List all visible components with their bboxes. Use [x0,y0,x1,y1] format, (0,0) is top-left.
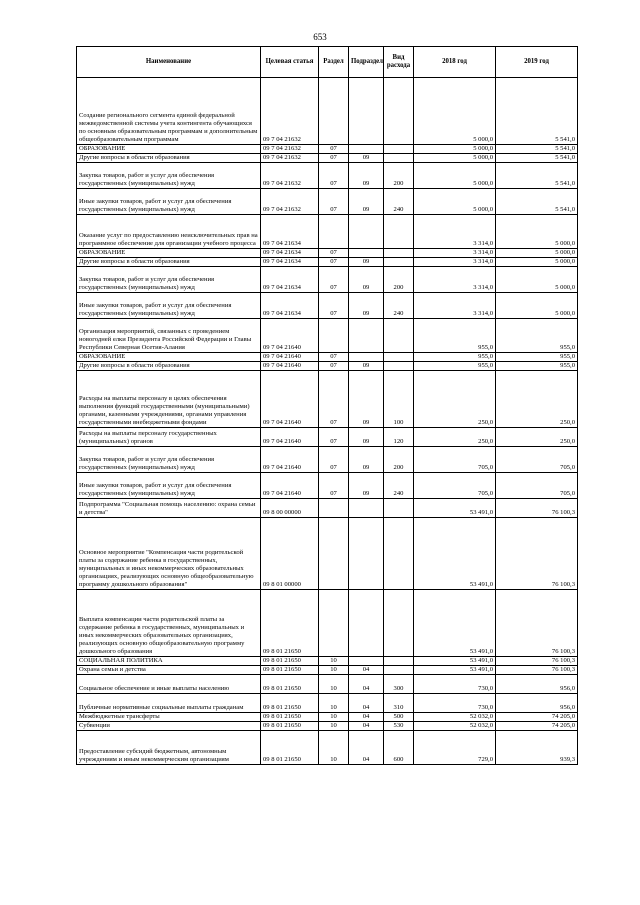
cell-2019: 5 000,0 [496,249,578,258]
cell-2018: 5 000,0 [414,78,496,145]
table-row [77,319,578,353]
cell-name: Подпрограмма "Социальная помощь населению: охрана семьи и детства" [77,499,261,518]
header-target-article: Целевая статья [261,47,319,78]
cell-target-article: 09 7 04 21632 [261,163,319,189]
cell-2018: 53 491,0 [414,499,496,518]
cell-section: 10 [319,731,349,765]
cell-expense-type [384,499,414,518]
cell-section: 07 [319,428,349,447]
table-row [77,267,578,293]
cell-target-article: 09 8 01 21650 [261,666,319,675]
cell-target-article: 09 7 04 21640 [261,362,319,371]
cell-2018: 955,0 [414,353,496,362]
cell-section: 07 [319,249,349,258]
cell-section: 10 [319,666,349,675]
header-name: Наименование [77,47,261,78]
cell-name: Иные закупки товаров, работ и услуг для обеспечения государственных (муниципальных) нужд [77,293,261,319]
cell-target-article: 09 7 04 21640 [261,353,319,362]
table-row [77,694,578,713]
cell-target-article: 09 7 04 21640 [261,447,319,473]
cell-section [319,319,349,353]
cell-subsection: 09 [349,163,384,189]
cell-target-article: 09 7 04 21632 [261,189,319,215]
cell-name: Другие вопросы в области образования [77,154,261,163]
cell-name: Закупка товаров, работ и услуг для обеспечения государственных (муниципальных) нужд [77,447,261,473]
cell-2019: 955,0 [496,319,578,353]
cell-target-article: 09 8 01 21650 [261,731,319,765]
page-number: 653 [313,32,327,42]
cell-2019: 250,0 [496,371,578,428]
cell-expense-type: 240 [384,293,414,319]
cell-subsection: 09 [349,473,384,499]
cell-2018: 53 491,0 [414,657,496,666]
cell-subsection [349,319,384,353]
cell-2019: 956,0 [496,675,578,694]
cell-section [319,499,349,518]
cell-target-article: 09 7 04 21640 [261,371,319,428]
cell-subsection: 04 [349,675,384,694]
cell-subsection: 04 [349,722,384,731]
cell-expense-type: 200 [384,267,414,293]
cell-target-article: 09 7 04 21634 [261,249,319,258]
cell-subsection: 09 [349,154,384,163]
cell-expense-type [384,362,414,371]
cell-2018: 955,0 [414,362,496,371]
cell-subsection: 09 [349,293,384,319]
table-row [77,293,578,319]
cell-target-article: 09 7 04 21632 [261,78,319,145]
cell-subsection [349,249,384,258]
cell-2019: 74 205,0 [496,713,578,722]
cell-name: Другие вопросы в области образования [77,362,261,371]
cell-expense-type [384,319,414,353]
cell-expense-type: 120 [384,428,414,447]
cell-2018: 53 491,0 [414,666,496,675]
cell-target-article: 09 8 01 21650 [261,694,319,713]
cell-section: 07 [319,258,349,267]
cell-section [319,518,349,590]
cell-section: 07 [319,473,349,499]
cell-subsection [349,518,384,590]
cell-section: 10 [319,675,349,694]
cell-target-article: 09 7 04 21634 [261,215,319,249]
cell-subsection: 09 [349,362,384,371]
cell-2019: 5 541,0 [496,154,578,163]
cell-expense-type [384,215,414,249]
cell-expense-type [384,145,414,154]
table-row [77,215,578,249]
cell-subsection [349,499,384,518]
cell-2018: 3 314,0 [414,249,496,258]
cell-subsection [349,657,384,666]
cell-subsection: 09 [349,189,384,215]
cell-name: Закупка товаров, работ и услуг для обеспечения государственных (муниципальных) нужд [77,163,261,189]
cell-2018: 52 032,0 [414,713,496,722]
cell-subsection: 09 [349,267,384,293]
cell-2018: 250,0 [414,371,496,428]
cell-section: 07 [319,371,349,428]
budget-table [76,46,578,765]
table-body [77,78,578,765]
cell-section: 07 [319,362,349,371]
table-row [77,722,578,731]
cell-name: Охрана семьи и детства [77,666,261,675]
cell-section: 07 [319,447,349,473]
cell-target-article: 09 7 04 21640 [261,473,319,499]
cell-target-article: 09 8 01 21650 [261,590,319,657]
cell-2019: 76 100,3 [496,666,578,675]
cell-subsection [349,353,384,362]
cell-expense-type [384,78,414,145]
cell-2019: 705,0 [496,447,578,473]
table-row [77,499,578,518]
cell-name: Другие вопросы в области образования [77,258,261,267]
cell-2018: 705,0 [414,447,496,473]
table-row [77,713,578,722]
cell-2019: 5 000,0 [496,267,578,293]
cell-expense-type: 530 [384,722,414,731]
cell-expense-type [384,249,414,258]
cell-subsection: 04 [349,713,384,722]
table-row [77,675,578,694]
table-row [77,154,578,163]
cell-target-article: 09 7 04 21634 [261,293,319,319]
table-row [77,447,578,473]
cell-expense-type [384,590,414,657]
cell-section: 10 [319,713,349,722]
cell-2019: 5 541,0 [496,145,578,154]
cell-expense-type: 240 [384,189,414,215]
cell-section: 07 [319,353,349,362]
cell-2019: 5 000,0 [496,215,578,249]
cell-subsection [349,78,384,145]
cell-name: Субвенции [77,722,261,731]
cell-2019: 76 100,3 [496,590,578,657]
cell-subsection [349,215,384,249]
cell-section: 07 [319,267,349,293]
cell-2018: 730,0 [414,694,496,713]
cell-2018: 52 032,0 [414,722,496,731]
cell-section: 07 [319,163,349,189]
cell-name: Предоставление субсидий бюджетным, автономным учреждениям и иным некоммерческим организациям [77,731,261,765]
cell-expense-type: 500 [384,713,414,722]
cell-target-article: 09 8 01 21650 [261,713,319,722]
cell-2019: 5 541,0 [496,189,578,215]
cell-name: ОБРАЗОВАНИЕ [77,353,261,362]
cell-2018: 955,0 [414,319,496,353]
cell-subsection [349,145,384,154]
cell-2019: 955,0 [496,353,578,362]
cell-section: 10 [319,722,349,731]
header-2019: 2019 год [496,47,578,78]
cell-expense-type: 600 [384,731,414,765]
cell-target-article: 09 8 01 21650 [261,657,319,666]
cell-name: Межбюджетные трансферты [77,713,261,722]
cell-section [319,78,349,145]
cell-2019: 5 541,0 [496,78,578,145]
cell-expense-type [384,353,414,362]
cell-2019: 74 205,0 [496,722,578,731]
cell-expense-type: 100 [384,371,414,428]
cell-target-article: 09 7 04 21632 [261,154,319,163]
cell-2018: 5 000,0 [414,163,496,189]
header-subsection: Подраздел [349,47,384,78]
cell-expense-type: 200 [384,447,414,473]
cell-2019: 956,0 [496,694,578,713]
cell-2018: 5 000,0 [414,154,496,163]
cell-name: Основное мероприятие "Компенсация части родительской платы за содержание ребенка в государственных, муниципальных и иных некоммерческих образовательных организациях, реализующих основную общеобразовательную программу дошкольного образования" [77,518,261,590]
cell-2018: 730,0 [414,675,496,694]
cell-subsection: 04 [349,666,384,675]
table-row [77,518,578,590]
cell-expense-type: 200 [384,163,414,189]
cell-section: 10 [319,657,349,666]
cell-2018: 3 314,0 [414,267,496,293]
cell-2019: 76 100,3 [496,657,578,666]
cell-2019: 5 000,0 [496,293,578,319]
cell-name: Расходы на выплаты персоналу государственных (муниципальных) органов [77,428,261,447]
cell-expense-type [384,258,414,267]
cell-name: СОЦИАЛЬНАЯ ПОЛИТИКА [77,657,261,666]
cell-2018: 3 314,0 [414,215,496,249]
cell-2018: 3 314,0 [414,258,496,267]
table-row [77,258,578,267]
cell-section: 07 [319,189,349,215]
cell-expense-type [384,657,414,666]
cell-2018: 5 000,0 [414,145,496,154]
table-row [77,731,578,765]
cell-2019: 5 000,0 [496,258,578,267]
table-row [77,590,578,657]
cell-2018: 729,0 [414,731,496,765]
table-row [77,249,578,258]
cell-2018: 5 000,0 [414,189,496,215]
cell-expense-type [384,518,414,590]
table-row [77,353,578,362]
cell-subsection: 04 [349,694,384,713]
table-row [77,473,578,499]
cell-target-article: 09 8 01 00000 [261,518,319,590]
cell-name: Социальное обеспечение и иные выплаты населению [77,675,261,694]
cell-name: Иные закупки товаров, работ и услуг для обеспечения государственных (муниципальных) нужд [77,473,261,499]
cell-2019: 250,0 [496,428,578,447]
cell-2018: 53 491,0 [414,590,496,657]
cell-target-article: 09 7 04 21632 [261,145,319,154]
table-row [77,371,578,428]
cell-2019: 955,0 [496,362,578,371]
cell-target-article: 09 7 04 21640 [261,319,319,353]
cell-expense-type [384,666,414,675]
cell-2019: 5 541,0 [496,163,578,189]
cell-target-article: 09 7 04 21634 [261,267,319,293]
cell-subsection [349,590,384,657]
table-header-row [77,47,578,78]
cell-name: Создание регионального сегмента единой федеральной межведомственной системы учета контингента обучающихся по основным образовательным программам и дополнительным общеобразовательным программам [77,78,261,145]
cell-section: 07 [319,145,349,154]
cell-subsection: 09 [349,447,384,473]
table-row [77,657,578,666]
cell-target-article: 09 7 04 21640 [261,428,319,447]
table-row [77,666,578,675]
header-expense-type: Вид расхода [384,47,414,78]
cell-target-article: 09 8 01 21650 [261,722,319,731]
cell-name: Публичные нормативные социальные выплаты гражданам [77,694,261,713]
cell-name: Закупка товаров, работ и услуг для обеспечения государственных (муниципальных) нужд [77,267,261,293]
table-row [77,163,578,189]
cell-target-article: 09 8 00 00000 [261,499,319,518]
cell-section: 07 [319,154,349,163]
table-row [77,189,578,215]
table-row [77,362,578,371]
cell-2018: 250,0 [414,428,496,447]
cell-name: Организация мероприятий, связанных с проведением новогодней елки Президента Российской Федерации и Главы Республики Северная Осетия-Алания [77,319,261,353]
cell-name: ОБРАЗОВАНИЕ [77,145,261,154]
cell-subsection: 09 [349,371,384,428]
cell-expense-type: 310 [384,694,414,713]
cell-target-article: 09 8 01 21650 [261,675,319,694]
cell-2019: 939,3 [496,731,578,765]
cell-name: Оказание услуг по предоставлению неисключительных прав на программное обеспечение для организации учебного процесса [77,215,261,249]
cell-name: Расходы на выплаты персоналу в целях обеспечения выполнения функций государственными (муниципальными) органами, казенными учреждениями, органами управления государственными внебюджетными фондами [77,371,261,428]
cell-2018: 705,0 [414,473,496,499]
table-row [77,428,578,447]
cell-2019: 76 100,3 [496,499,578,518]
header-2018: 2018 год [414,47,496,78]
cell-name: Иные закупки товаров, работ и услуг для обеспечения государственных (муниципальных) нужд [77,189,261,215]
cell-section: 10 [319,694,349,713]
cell-target-article: 09 7 04 21634 [261,258,319,267]
cell-expense-type [384,154,414,163]
header-section: Раздел [319,47,349,78]
cell-section [319,590,349,657]
cell-subsection: 09 [349,258,384,267]
cell-expense-type: 240 [384,473,414,499]
cell-2018: 3 314,0 [414,293,496,319]
cell-2019: 705,0 [496,473,578,499]
cell-expense-type: 300 [384,675,414,694]
table-row [77,78,578,145]
cell-2018: 53 491,0 [414,518,496,590]
cell-name: ОБРАЗОВАНИЕ [77,249,261,258]
table-row [77,145,578,154]
cell-section: 07 [319,293,349,319]
cell-subsection: 09 [349,428,384,447]
cell-name: Выплата компенсации части родительской платы за содержание ребенка в государственных, муниципальных и иных некоммерческих образовательных организациях, реализующих основную общеобразовательную программу дошкольного образования [77,590,261,657]
cell-section [319,215,349,249]
cell-2019: 76 100,3 [496,518,578,590]
cell-subsection: 04 [349,731,384,765]
